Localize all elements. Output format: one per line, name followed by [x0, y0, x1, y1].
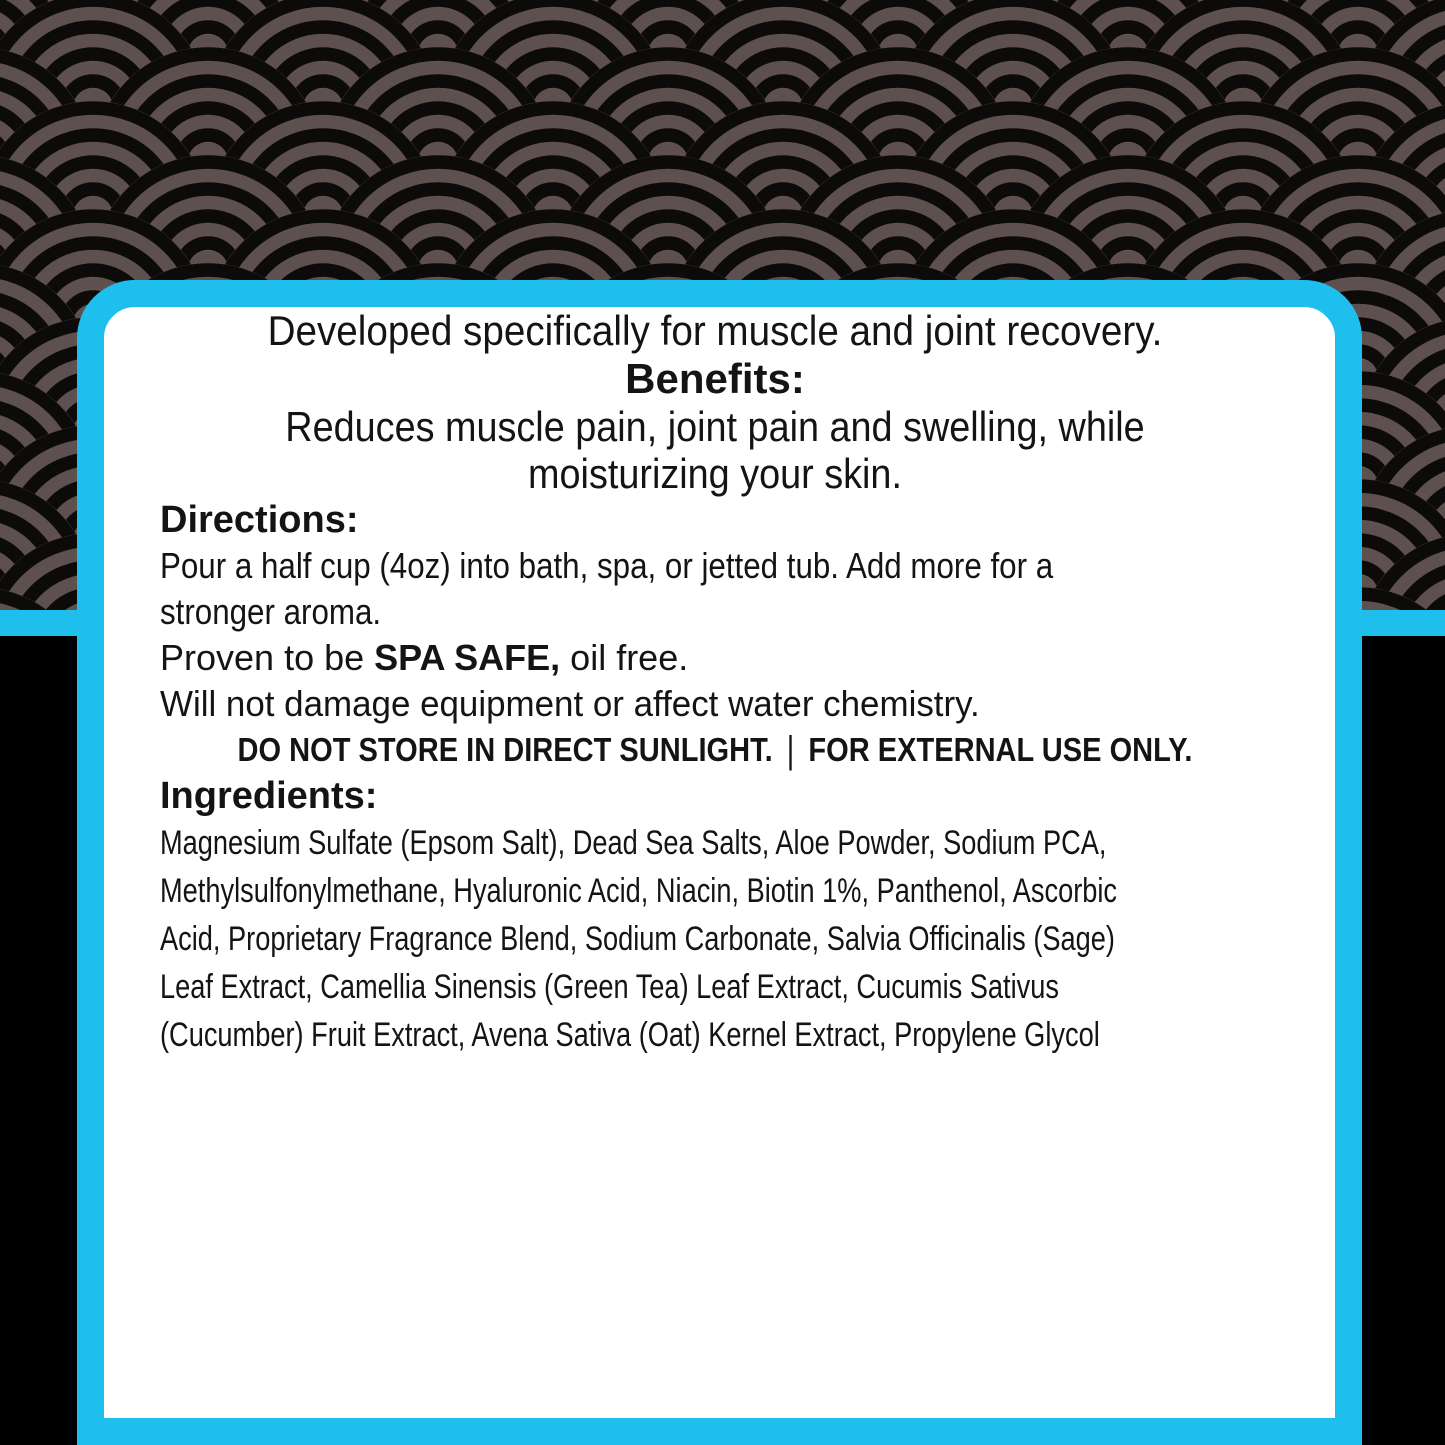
headline: Developed specifically for muscle and joint recovery. — [267, 307, 1163, 354]
equipment-line: Will not damage equipment or affect water chemistry. — [160, 683, 980, 724]
ingredients-line-5: (Cucumber) Fruit Extract, Avena Sativa (Oat) Kernel Extract, Propylene Glycol — [160, 1016, 1100, 1054]
warning-right: FOR EXTERNAL USE ONLY. — [808, 731, 1193, 768]
benefits-text — [216, 403, 1215, 497]
warning-separator: | — [786, 728, 795, 771]
ingredients-line-4: Leaf Extract, Camellia Sinensis (Green Tea) Leaf Extract, Cucumis Sativus — [160, 968, 1059, 1006]
spa-safe-line — [160, 635, 1270, 681]
spa-safe-bold: SPA SAFE, — [374, 637, 561, 678]
spa-safe-prefix: Proven to be — [160, 637, 375, 678]
benefits-heading: Benefits: — [625, 355, 805, 402]
warning-line — [227, 727, 1204, 773]
warning-left: DO NOT STORE IN DIRECT SUNLIGHT. — [237, 731, 773, 768]
info-card — [77, 280, 1362, 1445]
spa-safe-suffix: oil free. — [560, 637, 689, 678]
directions-text — [160, 543, 1126, 635]
ingredients-heading: Ingredients: — [160, 775, 378, 817]
ingredients-list — [160, 819, 1118, 1059]
ingredients-line-1: Magnesium Sulfate (Epsom Salt), Dead Sea Salts, Aloe Powder, Sodium PCA, — [160, 824, 1107, 862]
directions-line-2: stronger aroma. — [160, 591, 382, 632]
ingredients-line-2: Methylsulfonylmethane, Hyaluronic Acid, Niacin, Biotin 1%, Panthenol, Ascorbic — [160, 872, 1118, 910]
directions-heading: Directions: — [160, 499, 359, 541]
benefits-line-1: Reduces muscle pain, joint pain and swelling, while — [285, 403, 1145, 450]
directions-line-1: Pour a half cup (4oz) into bath, spa, or jetted tub. Add more for a — [160, 545, 1054, 586]
benefits-line-2: moisturizing your skin. — [528, 450, 902, 497]
ingredients-line-3: Acid, Proprietary Fragrance Blend, Sodium Carbonate, Salvia Officinalis (Sage) — [160, 920, 1115, 958]
